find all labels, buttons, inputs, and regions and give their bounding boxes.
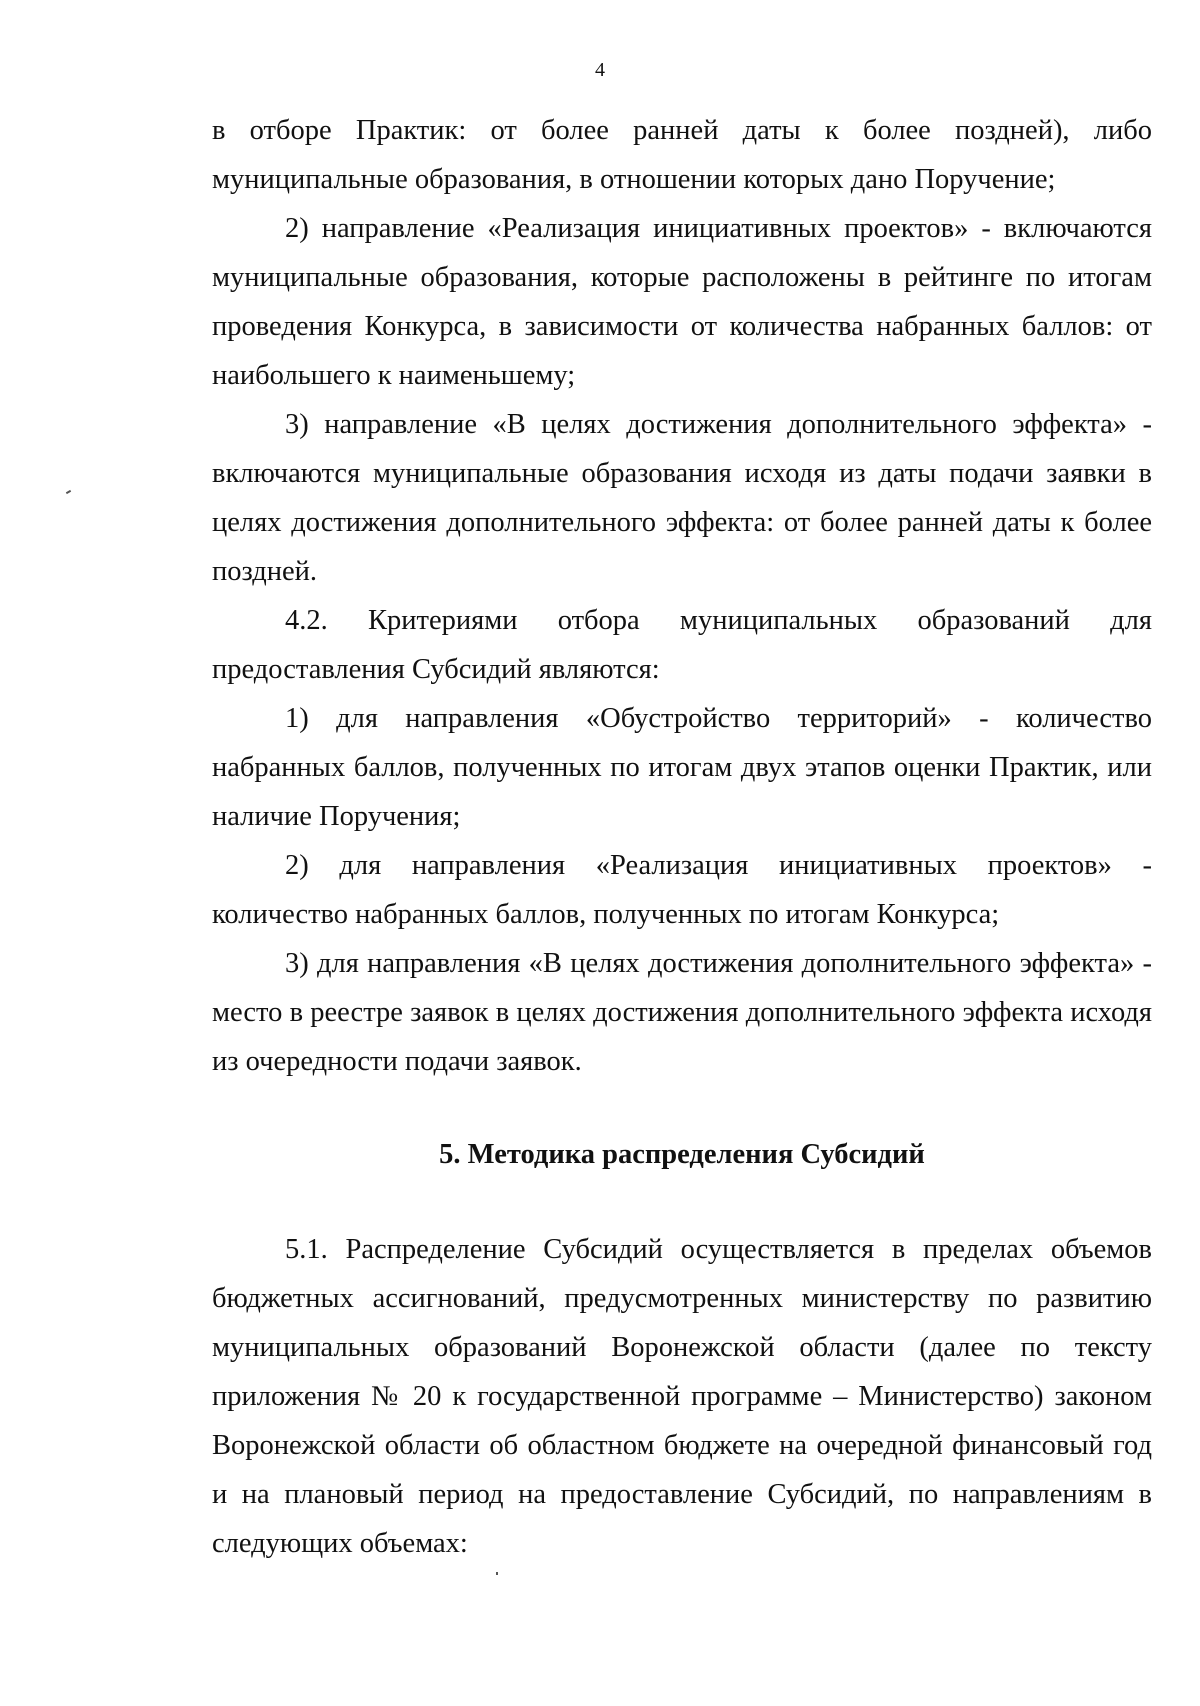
paragraph-criteria-1: 1) для направления «Обустройство территорий» - количество набранных баллов, полученных по итогам двух этапов оценки Практик, или наличие Поручения; bbox=[212, 703, 1152, 832]
page-number: 4 bbox=[595, 59, 605, 81]
paragraph-5-1: 5.1. Распределение Субсидий осуществляется в пределах объемов бюджетных ассигнований, предусмотренных министерству по развитию муниципальных образований Воронежской области (далее по тексту приложения № 20 к государственной программе – Министерство) законом Воронежской области об областном бюджете на очередной финансовый год и на плановый период на предоставление Субсидий, по направлениям в следующих объемах: bbox=[212, 1234, 1152, 1559]
paragraph-4-2-criteria: 4.2. Критериями отбора муниципальных образований для предоставления Субсидий являются: bbox=[212, 605, 1152, 685]
paragraph-criteria-2: 2) для направления «Реализация инициативных проектов» - количество набранных баллов, полученных по итогам Конкурса; bbox=[212, 850, 1152, 930]
section-heading: 5. Методика распределения Субсидий bbox=[439, 1139, 925, 1170]
document-body bbox=[212, 106, 1152, 1568]
paragraph-direction-2: 2) направление «Реализация инициативных проектов» - включаются муниципальные образования, которые расположены в рейтинге по итогам проведения Конкурса, в зависимости от количества набранных баллов: от наибольшего к наименьшему; bbox=[212, 213, 1152, 391]
scan-artifact-dot bbox=[496, 1572, 498, 1575]
paragraph-direction-3: 3) направление «В целях достижения дополнительного эффекта» - включаются муниципальные образования исходя из даты подачи заявки в целях достижения дополнительного эффекта: от более ранней даты к более поздней. bbox=[212, 409, 1152, 587]
scan-artifact-mark bbox=[66, 490, 71, 494]
paragraph-criteria-3: 3) для направления «В целях достижения дополнительного эффекта» - место в реестре заявок в целях достижения дополнительного эффекта исходя из очередности подачи заявок. bbox=[212, 948, 1152, 1077]
paragraph-continuation: в отборе Практик: от более ранней даты к более поздней), либо муниципальные образования, в отношении которых дано Поручение; bbox=[212, 115, 1152, 195]
